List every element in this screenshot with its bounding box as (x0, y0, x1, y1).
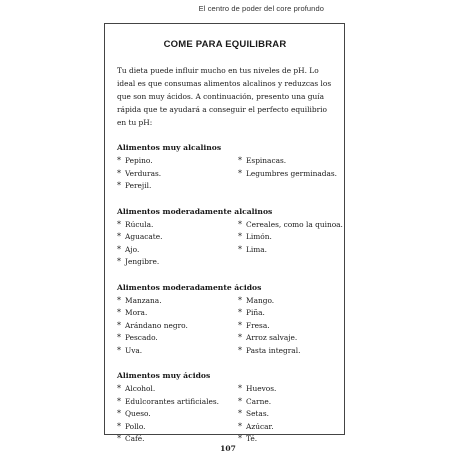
bullet-icon: * (117, 219, 121, 229)
bullet-icon: * (117, 295, 121, 305)
food-item-label: Espinacas. (246, 156, 287, 165)
food-item-label: Lima. (246, 244, 268, 254)
food-list-item (117, 244, 238, 257)
food-item-label: Setas. (246, 409, 269, 418)
bullet-icon: * (238, 308, 242, 317)
food-item-label: Cereales, como la quinoa. (246, 219, 343, 229)
bullet-icon: * (238, 156, 242, 165)
food-list (117, 295, 333, 358)
food-list-item (238, 320, 333, 333)
bullet-icon: * (117, 168, 121, 178)
food-list-item (117, 408, 238, 421)
food-item-label: Limón. (246, 232, 272, 241)
food-list-item (238, 307, 333, 320)
food-item-label: Edulcorantes artificiales. (125, 396, 220, 406)
food-list-item (238, 168, 337, 181)
food-list-item (117, 383, 238, 396)
running-header: El centro de poder del core profundo (198, 4, 324, 13)
bullet-icon: * (238, 409, 242, 418)
food-list-item (117, 168, 238, 181)
food-item-label: Carne. (246, 396, 272, 406)
bullet-icon: * (238, 244, 242, 254)
bullet-icon: * (117, 156, 121, 165)
bullet-icon: * (238, 168, 242, 178)
food-list-item (117, 332, 238, 345)
food-item-label: Verduras. (125, 168, 162, 178)
bullet-icon: * (238, 219, 242, 229)
food-list (117, 155, 338, 193)
bullet-icon: * (238, 320, 242, 330)
info-box (104, 23, 345, 443)
food-section (117, 370, 333, 446)
food-item-label: Té. (246, 434, 258, 443)
bullet-icon: * (117, 421, 121, 431)
food-item-label: Jengibre. (125, 257, 160, 266)
bullet-icon: * (238, 421, 242, 431)
bullet-icon: * (238, 384, 242, 393)
food-list-item (117, 396, 238, 409)
food-list-item (238, 421, 333, 434)
section-title: Alimentos muy alcalinos (117, 143, 222, 152)
bullet-icon: * (238, 345, 242, 355)
food-item-label: Arroz salvaje. (246, 333, 298, 342)
food-item-label: Pasta integral. (246, 345, 301, 355)
bullet-icon: * (238, 295, 242, 305)
bullet-icon: * (117, 384, 121, 393)
food-item-label: Rúcula. (125, 219, 154, 229)
food-list-item (117, 155, 238, 168)
bullet-icon: * (117, 396, 121, 406)
food-list-item (117, 345, 238, 358)
food-section (117, 206, 343, 269)
food-list (117, 383, 333, 446)
food-list-item (117, 307, 238, 320)
food-item-label: Perejil. (125, 181, 152, 190)
food-list-item (238, 345, 333, 358)
food-item-label: Pescado. (125, 333, 158, 342)
food-item-label: Café. (125, 434, 145, 443)
food-item-label: Arándano negro. (125, 320, 188, 330)
food-list-item (117, 180, 238, 193)
food-list (117, 219, 343, 269)
food-item-label: Huevos. (246, 384, 277, 393)
food-section (117, 142, 338, 193)
food-list-item (238, 408, 333, 421)
food-list-item (238, 396, 333, 409)
food-list-item (238, 295, 333, 308)
food-list-item (117, 421, 238, 434)
bullet-icon: * (117, 232, 121, 241)
food-list-item (238, 332, 333, 345)
bullet-icon: * (117, 345, 121, 355)
food-section (117, 282, 333, 358)
food-item-label: Queso. (125, 409, 151, 418)
food-list-item (117, 320, 238, 333)
bullet-icon: * (117, 409, 121, 418)
bullet-icon: * (117, 257, 121, 266)
food-list-item (238, 231, 343, 244)
bullet-icon: * (117, 181, 121, 190)
bullet-icon: * (117, 333, 121, 342)
food-list-item (117, 256, 238, 269)
section-title: Alimentos moderadamente alcalinos (117, 206, 273, 216)
food-item-label: Azúcar. (246, 421, 274, 431)
section-title: Alimentos muy ácidos (117, 371, 211, 380)
bullet-icon: * (117, 320, 121, 330)
food-list-item (238, 244, 343, 257)
food-item-label: Pollo. (125, 421, 146, 431)
bullet-icon: * (117, 244, 121, 254)
food-item-label: Mango. (246, 295, 275, 305)
food-sections (117, 142, 343, 446)
food-item-label: Aguacate. (125, 232, 163, 241)
food-list-item (238, 219, 343, 232)
bullet-icon: * (238, 434, 242, 443)
food-item-label: Piña. (246, 308, 265, 317)
box-title: COME PARA EQUILIBRAR (163, 39, 287, 50)
bullet-icon: * (238, 333, 242, 342)
food-item-label: Fresa. (246, 320, 270, 330)
bullet-icon: * (238, 232, 242, 241)
food-item-label: Manzana. (125, 295, 162, 305)
page-number: 107 (220, 444, 236, 453)
food-item-label: Mora. (125, 308, 148, 317)
food-item-label: Pepino. (125, 156, 153, 165)
food-list-item (117, 295, 238, 308)
food-item-label: Legumbres germinadas. (246, 168, 338, 178)
bullet-icon: * (117, 308, 121, 317)
food-item-label: Uva. (125, 345, 143, 355)
section-title: Alimentos moderadamente ácidos (117, 282, 262, 292)
intro-paragraph: Tu dieta puede influir mucho en tus niveles de pH. Lo ideal es que consumas alimentos alcalinos y reduzcas los que son muy ácidos. A continuación, presento una guía rápida que te ayudará a conseguir el perfecto equilibrio en tu pH: (117, 66, 332, 127)
bullet-icon: * (117, 434, 121, 443)
food-list-item (117, 219, 238, 232)
food-list-item (238, 383, 333, 396)
food-list-item (117, 231, 238, 244)
bullet-icon: * (238, 396, 242, 406)
food-list-item (238, 155, 337, 168)
food-item-label: Ajo. (125, 244, 140, 254)
food-item-label: Alcohol. (125, 384, 156, 393)
